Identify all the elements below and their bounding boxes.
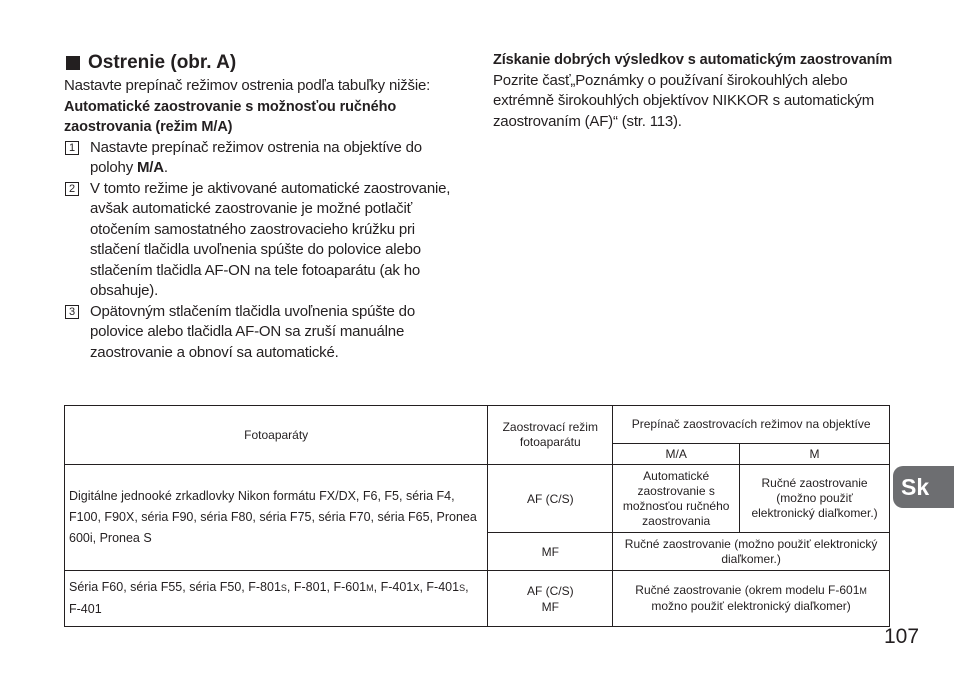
step-1 bbox=[64, 138, 464, 179]
row2-cameras-m: M bbox=[366, 583, 374, 593]
section-heading-text: Ostrenie (obr. A) bbox=[88, 52, 237, 73]
row2-text-a: Ručné zaostrovanie (okrem modelu F-601 bbox=[635, 583, 860, 597]
row1-mf: Ručné zaostrovanie (možno použiť elektronický diaľkomer.) bbox=[613, 533, 890, 571]
section-heading bbox=[64, 50, 464, 76]
row1-m-af: Ručné zaostrovanie (možno použiť elektronický diaľkomer.) bbox=[740, 465, 890, 533]
subheading-af-results: Získanie dobrých výsledkov s automatickým zaostrovaním bbox=[493, 52, 893, 68]
row2-cameras-a: Séria F60, séria F55, séria F50, F-801 bbox=[69, 580, 281, 594]
header-focus-mode: Zaostrovací režim fotoaparátu bbox=[488, 406, 613, 465]
step-text-end: . bbox=[163, 159, 168, 176]
step-number: 2 bbox=[65, 182, 79, 196]
row1-mode-af: AF (C/S) bbox=[488, 465, 613, 533]
left-column bbox=[64, 50, 464, 363]
step-text: Opätovným stlačením tlačidla uvoľnenia spúšte do polovice alebo tlačidla AF-ON sa zruší manuálne zaostrovanie a obnoví sa automatické. bbox=[90, 302, 415, 361]
row2-cameras-c: , F-401x, F-401 bbox=[373, 580, 460, 594]
step-text: V tomto režime je aktivované automatické zaostrovanie, avšak automatické zaostrovanie je možné potlačiť otočením samostatného zaostrovacieho krúžku pri stlačení tlačidla uvoľnenia spúšte do polovice alebo stlačením tlačidla AF-ON na tele fotoaparátu (ak ho obsahuje). bbox=[90, 179, 451, 299]
step-number: 3 bbox=[65, 305, 79, 319]
focus-mode-table bbox=[64, 405, 890, 627]
language-tab: Sk bbox=[893, 466, 954, 508]
row2-cameras-s1: S bbox=[280, 583, 287, 593]
af-reference-text: Pozrite časť„Poznámky o používaní širokouhlých alebo extrémně širokouhlých objektívov NIKKOR s automatickým zaostrovaním (AF)“ (str. 113). bbox=[493, 71, 875, 130]
row2-cameras-b: , F-801, F-601 bbox=[286, 580, 367, 594]
square-bullet-icon bbox=[66, 56, 80, 70]
header-m: M bbox=[740, 444, 890, 465]
step-number: 1 bbox=[65, 141, 79, 155]
row2-cameras bbox=[65, 571, 488, 627]
row2-mode-af: AF (C/S) bbox=[526, 583, 574, 598]
row2-cameras-s2: S bbox=[459, 583, 466, 593]
row1-mode-mf: MF bbox=[488, 533, 613, 571]
intro-text: Nastavte prepínač režimov ostrenia podľa tabuľky nižšie: bbox=[64, 77, 431, 94]
row2-focus-text bbox=[613, 571, 890, 627]
row2-text-b: možno použiť elektronický diaľkomer) bbox=[651, 599, 851, 613]
step-text: Nastavte prepínač režimov ostrenia na objektíve do polohy bbox=[90, 138, 422, 176]
step-bold: M/A bbox=[136, 159, 164, 176]
step-2 bbox=[64, 179, 464, 302]
row2-cameras-d: , F-401 bbox=[69, 580, 469, 616]
step-3 bbox=[64, 302, 464, 364]
right-column bbox=[493, 50, 903, 132]
header-ma: M/A bbox=[613, 444, 740, 465]
page-number: 107 bbox=[884, 625, 920, 648]
header-cameras: Fotoaparáty bbox=[65, 406, 488, 465]
subheading-ma: Automatické zaostrovanie s možnosťou ručného zaostrovania (režim M/A) bbox=[64, 98, 397, 135]
row1-cameras: Digitálne jednooké zrkadlovky Nikon formátu FX/DX, F6, F5, séria F4, F100, F90X, séria F90, séria F80, séria F75, séria F70, séria F65, Pronea 600i, Pronea S bbox=[65, 465, 488, 571]
row1-ma-af: Automatické zaostrovanie s možnosťou ručného zaostrovania bbox=[613, 465, 740, 533]
row2-text-m: M bbox=[859, 586, 867, 596]
header-lens-switch: Prepínač zaostrovacích režimov na objektíve bbox=[613, 406, 890, 444]
row2-modes bbox=[488, 571, 613, 627]
row2-mode-mf: MF bbox=[541, 599, 559, 614]
